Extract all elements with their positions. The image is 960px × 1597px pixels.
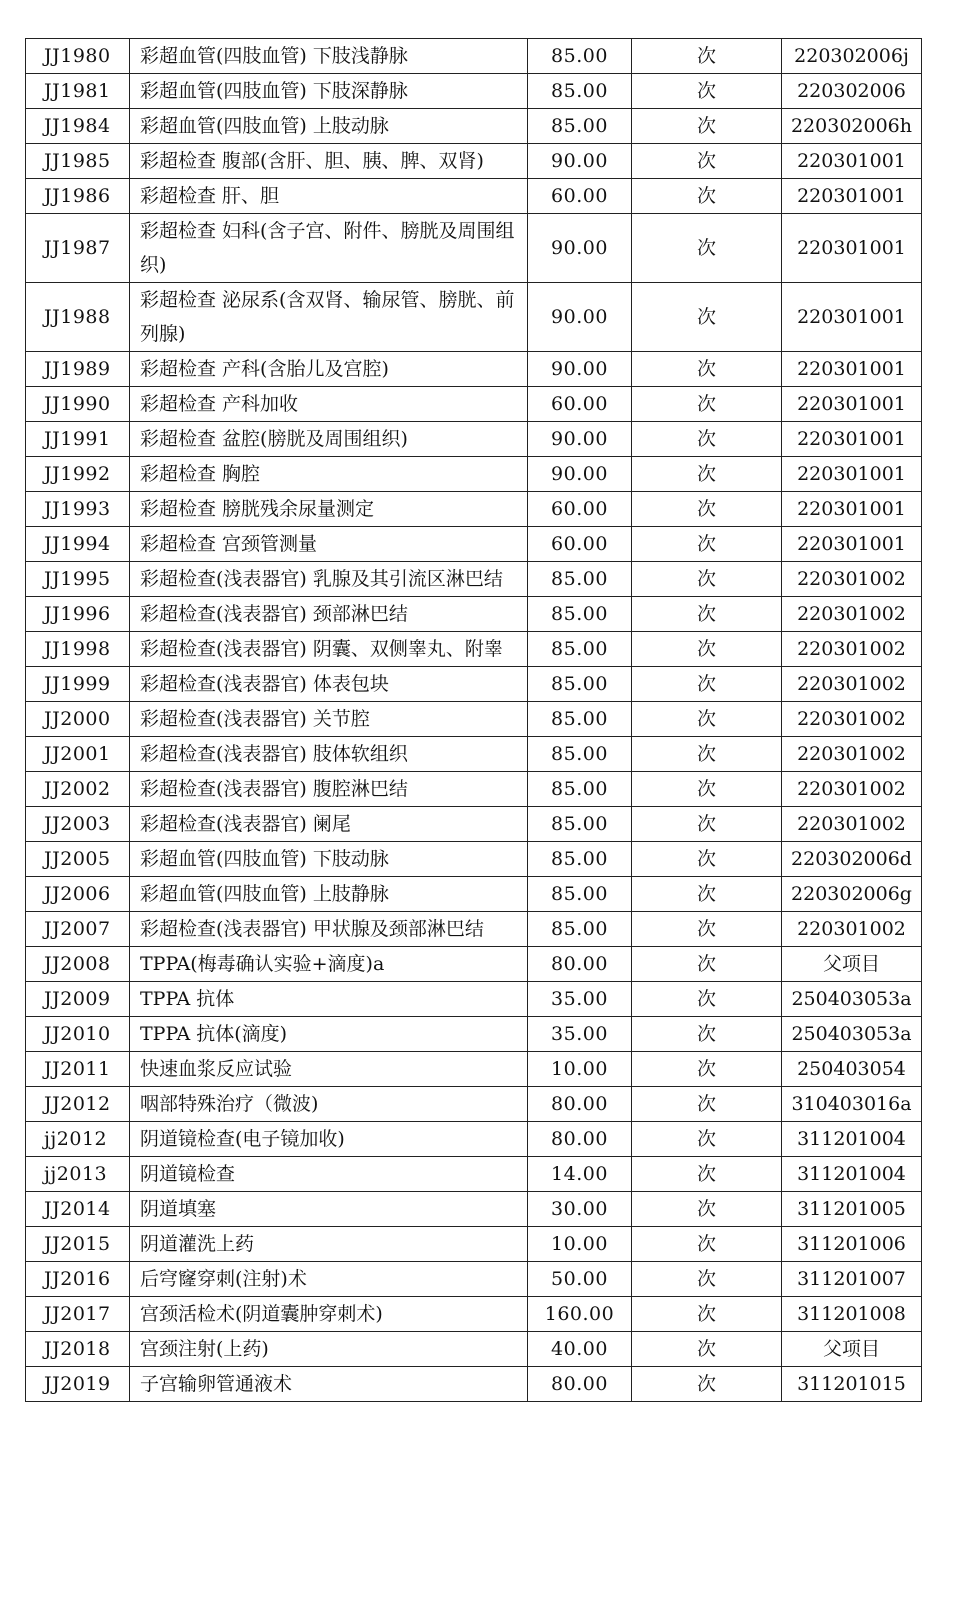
item-price-cell: 85.00 [528, 667, 632, 702]
item-ref-code-cell: 250403054 [782, 1052, 922, 1087]
item-ref-code-cell: 310403016a [782, 1087, 922, 1122]
item-code-cell: JJ2009 [26, 982, 130, 1017]
item-price-cell: 85.00 [528, 39, 632, 74]
item-code-cell: JJ2010 [26, 1017, 130, 1052]
item-ref-code-cell: 220301002 [782, 912, 922, 947]
item-unit-cell: 次 [632, 387, 782, 422]
item-price-cell: 60.00 [528, 179, 632, 214]
item-code-cell: JJ1994 [26, 527, 130, 562]
table-row [26, 737, 922, 772]
item-ref-code-cell: 311201005 [782, 1192, 922, 1227]
item-price-cell: 90.00 [528, 144, 632, 179]
item-code-cell: JJ1991 [26, 422, 130, 457]
item-code-cell: JJ1981 [26, 74, 130, 109]
item-ref-code-cell: 220301001 [782, 387, 922, 422]
table-row [26, 597, 922, 632]
item-price-cell: 10.00 [528, 1052, 632, 1087]
item-unit-cell: 次 [632, 982, 782, 1017]
item-name-cell: 彩超检查(浅表器官) 乳腺及其引流区淋巴结 [130, 562, 528, 597]
item-unit-cell: 次 [632, 632, 782, 667]
item-ref-code-cell: 父项目 [782, 947, 922, 982]
item-name-cell: 彩超血管(四肢血管) 上肢静脉 [130, 877, 528, 912]
item-code-cell: JJ1988 [26, 283, 130, 352]
item-name-cell: 彩超检查(浅表器官) 颈部淋巴结 [130, 597, 528, 632]
item-code-cell: jj2013 [26, 1157, 130, 1192]
item-name-cell: 阴道镜检查 [130, 1157, 528, 1192]
item-name-cell: 咽部特殊治疗（微波) [130, 1087, 528, 1122]
item-price-cell: 85.00 [528, 74, 632, 109]
item-price-cell: 85.00 [528, 562, 632, 597]
table-row [26, 74, 922, 109]
item-price-cell: 90.00 [528, 457, 632, 492]
item-ref-code-cell: 220301002 [782, 632, 922, 667]
item-unit-cell: 次 [632, 109, 782, 144]
item-name-cell: TPPA(梅毒确认实验+滴度)a [130, 947, 528, 982]
item-name-cell: 彩超检查(浅表器官) 甲状腺及颈部淋巴结 [130, 912, 528, 947]
item-code-cell: JJ1987 [26, 214, 130, 283]
item-code-cell: JJ1990 [26, 387, 130, 422]
table-row [26, 283, 922, 352]
item-name-cell: 彩超检查 宫颈管测量 [130, 527, 528, 562]
table-row [26, 912, 922, 947]
item-name-cell: 彩超血管(四肢血管) 下肢动脉 [130, 842, 528, 877]
item-ref-code-cell: 220302006j [782, 39, 922, 74]
item-name-cell: 彩超血管(四肢血管) 下肢浅静脉 [130, 39, 528, 74]
item-ref-code-cell: 311201015 [782, 1367, 922, 1402]
item-unit-cell: 次 [632, 1332, 782, 1367]
table-row [26, 562, 922, 597]
item-code-cell: JJ2002 [26, 772, 130, 807]
item-code-cell: JJ2003 [26, 807, 130, 842]
table-row [26, 1157, 922, 1192]
item-name-cell: 阴道灌洗上药 [130, 1227, 528, 1262]
item-ref-code-cell: 220301001 [782, 492, 922, 527]
item-unit-cell: 次 [632, 947, 782, 982]
item-name-cell: 彩超血管(四肢血管) 上肢动脉 [130, 109, 528, 144]
item-name-cell: 子宫输卵管通液术 [130, 1367, 528, 1402]
item-ref-code-cell: 311201006 [782, 1227, 922, 1262]
item-ref-code-cell: 220301002 [782, 737, 922, 772]
item-unit-cell: 次 [632, 144, 782, 179]
table-row [26, 457, 922, 492]
item-price-cell: 40.00 [528, 1332, 632, 1367]
item-unit-cell: 次 [632, 457, 782, 492]
item-price-cell: 80.00 [528, 1122, 632, 1157]
table-row [26, 527, 922, 562]
item-code-cell: JJ1995 [26, 562, 130, 597]
item-code-cell: JJ1996 [26, 597, 130, 632]
item-unit-cell: 次 [632, 1262, 782, 1297]
item-name-cell: 彩超检查 膀胱残余尿量测定 [130, 492, 528, 527]
item-price-cell: 80.00 [528, 1087, 632, 1122]
item-code-cell: JJ2018 [26, 1332, 130, 1367]
table-row [26, 1192, 922, 1227]
table-row [26, 144, 922, 179]
item-code-cell: JJ1985 [26, 144, 130, 179]
table-row [26, 492, 922, 527]
item-name-cell: 彩超检查(浅表器官) 关节腔 [130, 702, 528, 737]
item-code-cell: JJ1992 [26, 457, 130, 492]
item-unit-cell: 次 [632, 1157, 782, 1192]
item-ref-code-cell: 311201008 [782, 1297, 922, 1332]
item-code-cell: JJ2019 [26, 1367, 130, 1402]
item-name-cell: 彩超检查 妇科(含子宫、附件、膀胱及周围组织) [130, 214, 528, 283]
table-row [26, 772, 922, 807]
item-price-cell: 30.00 [528, 1192, 632, 1227]
item-unit-cell: 次 [632, 1052, 782, 1087]
price-table [25, 38, 922, 1402]
item-code-cell: JJ2008 [26, 947, 130, 982]
table-row [26, 877, 922, 912]
item-unit-cell: 次 [632, 807, 782, 842]
item-price-cell: 85.00 [528, 877, 632, 912]
item-ref-code-cell: 220301001 [782, 214, 922, 283]
item-name-cell: 彩超检查 泌尿系(含双肾、输尿管、膀胱、前列腺) [130, 283, 528, 352]
item-unit-cell: 次 [632, 1367, 782, 1402]
table-row [26, 807, 922, 842]
item-code-cell: JJ1998 [26, 632, 130, 667]
item-ref-code-cell: 220301001 [782, 422, 922, 457]
item-price-cell: 85.00 [528, 109, 632, 144]
item-price-cell: 90.00 [528, 422, 632, 457]
item-unit-cell: 次 [632, 562, 782, 597]
table-row [26, 632, 922, 667]
item-name-cell: 后穹窿穿刺(注射)术 [130, 1262, 528, 1297]
item-price-cell: 10.00 [528, 1227, 632, 1262]
item-code-cell: JJ1986 [26, 179, 130, 214]
item-price-cell: 60.00 [528, 492, 632, 527]
item-name-cell: 彩超血管(四肢血管) 下肢深静脉 [130, 74, 528, 109]
table-row [26, 39, 922, 74]
item-unit-cell: 次 [632, 74, 782, 109]
table-row [26, 1332, 922, 1367]
item-price-cell: 85.00 [528, 772, 632, 807]
item-name-cell: 彩超检查 肝、胆 [130, 179, 528, 214]
table-row [26, 214, 922, 283]
item-code-cell: JJ2014 [26, 1192, 130, 1227]
item-ref-code-cell: 220301002 [782, 597, 922, 632]
item-ref-code-cell: 220301002 [782, 702, 922, 737]
table-row [26, 1017, 922, 1052]
item-unit-cell: 次 [632, 667, 782, 702]
item-name-cell: 彩超检查(浅表器官) 体表包块 [130, 667, 528, 702]
table-row [26, 982, 922, 1017]
item-ref-code-cell: 220301002 [782, 772, 922, 807]
item-price-cell: 80.00 [528, 947, 632, 982]
item-ref-code-cell: 220301001 [782, 179, 922, 214]
item-code-cell: JJ2007 [26, 912, 130, 947]
table-row [26, 1087, 922, 1122]
item-price-cell: 85.00 [528, 632, 632, 667]
table-row [26, 422, 922, 457]
item-unit-cell: 次 [632, 877, 782, 912]
item-unit-cell: 次 [632, 912, 782, 947]
item-code-cell: JJ2005 [26, 842, 130, 877]
item-name-cell: TPPA 抗体(滴度) [130, 1017, 528, 1052]
table-row [26, 667, 922, 702]
item-unit-cell: 次 [632, 283, 782, 352]
item-price-cell: 90.00 [528, 352, 632, 387]
item-code-cell: JJ2016 [26, 1262, 130, 1297]
item-name-cell: 彩超检查(浅表器官) 腹腔淋巴结 [130, 772, 528, 807]
item-unit-cell: 次 [632, 39, 782, 74]
item-name-cell: 阴道填塞 [130, 1192, 528, 1227]
table-row [26, 352, 922, 387]
item-ref-code-cell: 311201004 [782, 1122, 922, 1157]
table-row [26, 842, 922, 877]
item-unit-cell: 次 [632, 492, 782, 527]
item-price-cell: 80.00 [528, 1367, 632, 1402]
item-unit-cell: 次 [632, 597, 782, 632]
item-price-cell: 50.00 [528, 1262, 632, 1297]
table-row [26, 1367, 922, 1402]
item-code-cell: JJ2015 [26, 1227, 130, 1262]
table-row [26, 702, 922, 737]
item-code-cell: JJ1980 [26, 39, 130, 74]
item-unit-cell: 次 [632, 1297, 782, 1332]
item-price-cell: 14.00 [528, 1157, 632, 1192]
item-ref-code-cell: 311201007 [782, 1262, 922, 1297]
item-name-cell: 阴道镜检查(电子镜加收) [130, 1122, 528, 1157]
item-unit-cell: 次 [632, 1192, 782, 1227]
item-name-cell: TPPA 抗体 [130, 982, 528, 1017]
item-ref-code-cell: 311201004 [782, 1157, 922, 1192]
item-code-cell: jj2012 [26, 1122, 130, 1157]
item-price-cell: 35.00 [528, 982, 632, 1017]
item-price-cell: 85.00 [528, 807, 632, 842]
item-price-cell: 85.00 [528, 737, 632, 772]
table-row [26, 179, 922, 214]
item-ref-code-cell: 220301001 [782, 527, 922, 562]
item-name-cell: 彩超检查 产科加收 [130, 387, 528, 422]
item-ref-code-cell: 220301002 [782, 562, 922, 597]
item-ref-code-cell: 220302006g [782, 877, 922, 912]
item-price-cell: 90.00 [528, 283, 632, 352]
item-price-cell: 85.00 [528, 842, 632, 877]
item-code-cell: JJ2011 [26, 1052, 130, 1087]
item-price-cell: 60.00 [528, 387, 632, 422]
item-name-cell: 彩超检查(浅表器官) 肢体软组织 [130, 737, 528, 772]
item-price-cell: 35.00 [528, 1017, 632, 1052]
item-name-cell: 彩超检查 胸腔 [130, 457, 528, 492]
item-code-cell: JJ1993 [26, 492, 130, 527]
item-name-cell: 彩超检查 腹部(含肝、胆、胰、脾、双肾) [130, 144, 528, 179]
item-name-cell: 彩超检查 产科(含胎儿及宫腔) [130, 352, 528, 387]
item-code-cell: JJ1989 [26, 352, 130, 387]
item-name-cell: 彩超检查 盆腔(膀胱及周围组织) [130, 422, 528, 457]
table-row [26, 1297, 922, 1332]
item-unit-cell: 次 [632, 214, 782, 283]
item-ref-code-cell: 220301001 [782, 457, 922, 492]
item-name-cell: 宫颈活检术(阴道囊肿穿刺术) [130, 1297, 528, 1332]
table-row [26, 1122, 922, 1157]
item-unit-cell: 次 [632, 1122, 782, 1157]
table-row [26, 947, 922, 982]
item-unit-cell: 次 [632, 179, 782, 214]
price-table-body [26, 39, 922, 1402]
item-code-cell: JJ2006 [26, 877, 130, 912]
item-ref-code-cell: 220301001 [782, 352, 922, 387]
item-price-cell: 160.00 [528, 1297, 632, 1332]
table-row [26, 387, 922, 422]
table-row [26, 109, 922, 144]
item-name-cell: 彩超检查(浅表器官) 阴囊、双侧睾丸、附睾 [130, 632, 528, 667]
item-ref-code-cell: 220302006h [782, 109, 922, 144]
item-ref-code-cell: 220302006 [782, 74, 922, 109]
item-code-cell: JJ2012 [26, 1087, 130, 1122]
item-unit-cell: 次 [632, 737, 782, 772]
item-ref-code-cell: 220301001 [782, 283, 922, 352]
item-ref-code-cell: 220301002 [782, 667, 922, 702]
item-code-cell: JJ2001 [26, 737, 130, 772]
item-unit-cell: 次 [632, 702, 782, 737]
item-price-cell: 60.00 [528, 527, 632, 562]
item-code-cell: JJ1999 [26, 667, 130, 702]
item-ref-code-cell: 父项目 [782, 1332, 922, 1367]
item-unit-cell: 次 [632, 1017, 782, 1052]
item-unit-cell: 次 [632, 1087, 782, 1122]
item-price-cell: 85.00 [528, 702, 632, 737]
item-code-cell: JJ2017 [26, 1297, 130, 1332]
item-ref-code-cell: 250403053a [782, 1017, 922, 1052]
item-unit-cell: 次 [632, 352, 782, 387]
table-row [26, 1227, 922, 1262]
item-unit-cell: 次 [632, 842, 782, 877]
table-row [26, 1262, 922, 1297]
item-ref-code-cell: 220301001 [782, 144, 922, 179]
item-price-cell: 90.00 [528, 214, 632, 283]
item-code-cell: JJ1984 [26, 109, 130, 144]
item-name-cell: 宫颈注射(上药) [130, 1332, 528, 1367]
item-price-cell: 85.00 [528, 912, 632, 947]
item-unit-cell: 次 [632, 772, 782, 807]
item-unit-cell: 次 [632, 1227, 782, 1262]
item-price-cell: 85.00 [528, 597, 632, 632]
item-ref-code-cell: 220301002 [782, 807, 922, 842]
item-unit-cell: 次 [632, 422, 782, 457]
item-name-cell: 快速血浆反应试验 [130, 1052, 528, 1087]
item-unit-cell: 次 [632, 527, 782, 562]
item-ref-code-cell: 220302006d [782, 842, 922, 877]
item-ref-code-cell: 250403053a [782, 982, 922, 1017]
item-code-cell: JJ2000 [26, 702, 130, 737]
table-row [26, 1052, 922, 1087]
item-name-cell: 彩超检查(浅表器官) 阑尾 [130, 807, 528, 842]
